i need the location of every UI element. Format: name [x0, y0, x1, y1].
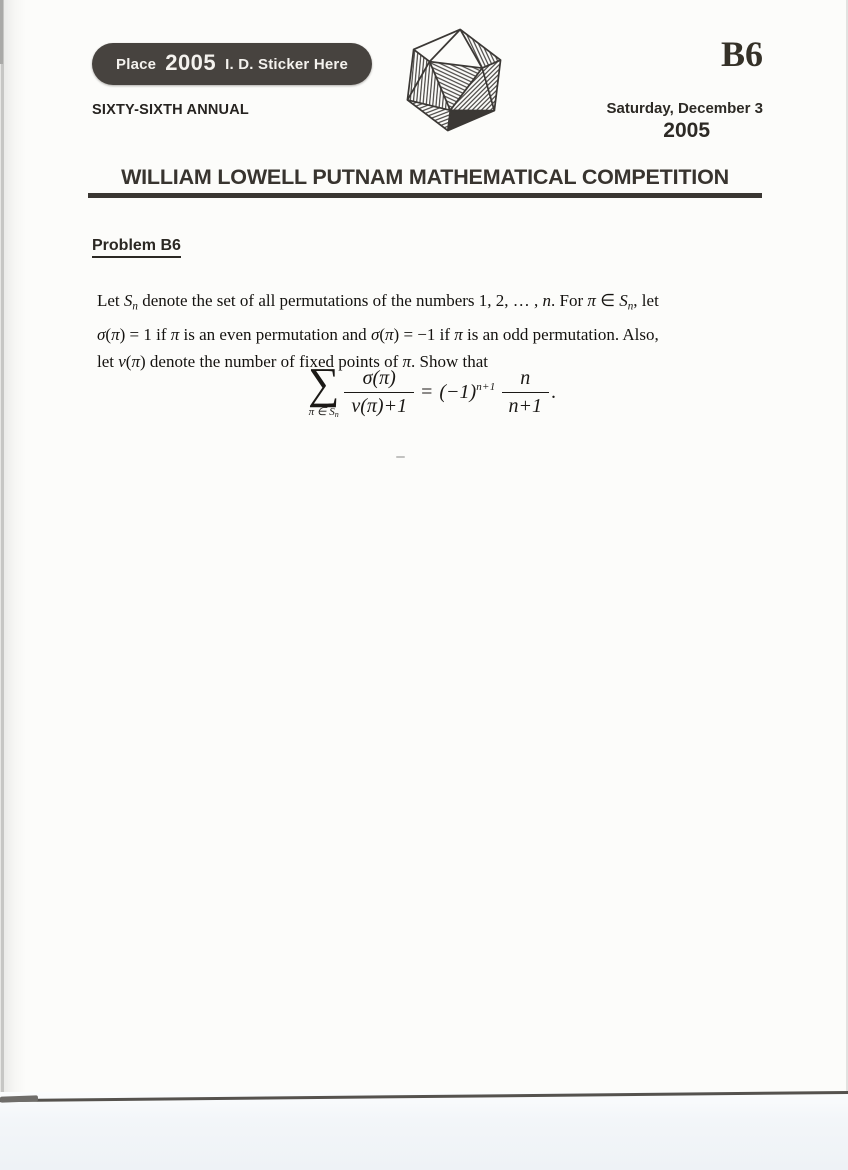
title-rule [88, 193, 762, 198]
scanner-background-bottom [0, 1092, 848, 1170]
exponent: n+1 [476, 381, 496, 394]
scan-left-edge-line [1, 0, 4, 1096]
id-sticker-placeholder [92, 43, 372, 85]
sign-factor: $(-1)^{n+1}$ [439, 381, 496, 404]
equals-sign: = [421, 381, 433, 404]
summation [307, 359, 340, 420]
sticker-text-prefix: Place [116, 55, 157, 73]
problem-line-2: σ(π) = 1 if π is an even permutation and σ(π) = −1 if π is an odd permutation. Also, [97, 324, 659, 344]
fraction-lhs-denominator: ν(π)+1 [344, 392, 414, 418]
exam-year: 2005 [663, 119, 710, 142]
fraction-lhs [344, 367, 414, 418]
sum-lower-limit: π ∈ Sn [308, 406, 339, 420]
fraction-rhs [502, 367, 550, 418]
maa-icosahedron-logo [398, 26, 510, 139]
problem-line-3: let ν(π) denote the number of fixed points of π. Show that [97, 352, 489, 372]
problem-line-1: Let Sn denote the set of all permutations of the numbers 1, 2, … , n. For π ∈ Sn, let [97, 291, 659, 313]
exam-date: Saturday, December 3 [606, 100, 763, 117]
equation-period: . [551, 381, 557, 404]
fraction-rhs-numerator: n [520, 367, 531, 390]
problem-statement [97, 287, 715, 376]
scan-left-corner-mark [0, 0, 3, 64]
fraction-lhs-numerator: σ(π) [362, 367, 396, 390]
annual-line: SIXTY-SIXTH ANNUAL [92, 102, 249, 118]
scan-artifact-dash [396, 456, 405, 458]
competition-title: WILLIAM LOWELL PUTNAM MATHEMATICAL COMPETITION [121, 165, 729, 189]
sticker-year: 2005 [165, 50, 217, 75]
fraction-rhs-denominator: n+1 [502, 392, 550, 418]
problem-code: B6 [720, 34, 763, 74]
problem-heading: Problem B6 [92, 237, 181, 258]
sigma-sum-symbol: ∑ [307, 359, 340, 408]
sticker-text-suffix: I. D. Sticker Here [225, 55, 348, 73]
